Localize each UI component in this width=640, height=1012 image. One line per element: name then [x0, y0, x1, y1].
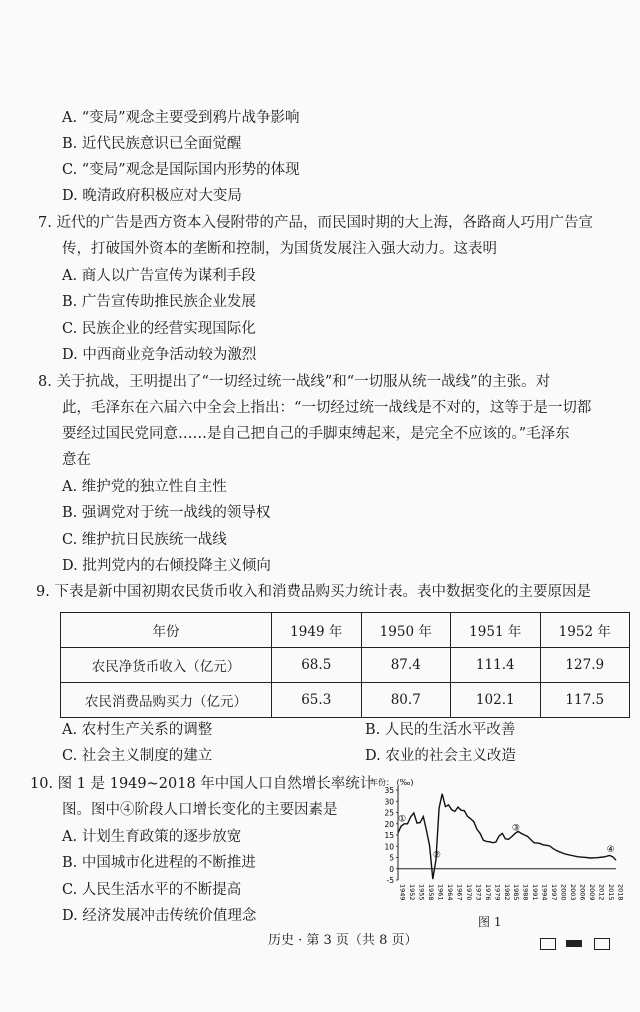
q8-option-a: A. 维护党的独立性自主性 — [62, 479, 227, 495]
x-tick-label: 1976 — [483, 884, 492, 901]
x-tick-label: 1952 — [407, 884, 416, 901]
x-tick-label: 1982 — [502, 884, 511, 901]
x-tick-label: 2015 — [607, 884, 616, 901]
y-tick-label: 15 — [384, 831, 394, 840]
table-header-cell: 1952 年 — [540, 613, 630, 648]
x-tick-label: 2003 — [569, 884, 578, 901]
q10-option-a: A. 计划生育政策的逐步放宽 — [62, 829, 242, 845]
q8-stem-line-1: 8. 关于抗战，王明提出了“一切经过统一战线”和“一切服从统一战线”的主张。对 — [38, 374, 551, 390]
page-footer: 历史 · 第 3 页（共 8 页） — [268, 933, 418, 948]
q7-stem-line-2: 传，打破国外资本的垄断和控制，为国货发展注入强大动力。这表明 — [62, 241, 497, 257]
q9-option-a: A. 农村生产关系的调整 — [62, 722, 213, 738]
x-tick-label: 1970 — [464, 884, 473, 901]
table-cell: 102.1 — [451, 683, 541, 718]
table-row — [61, 683, 630, 718]
q10-option-d: D. 经济发展冲击传统价值理念 — [62, 908, 257, 924]
q9-stem: 9. 下表是新中国初期农民货币收入和消费品购买力统计表。表中数据变化的主要原因是 — [36, 584, 591, 600]
x-tick-label: 1958 — [426, 884, 435, 901]
q7-option-b: B. 广告宣传助推民族企业发展 — [62, 294, 256, 310]
y-tick-label: 10 — [384, 842, 394, 852]
x-tick-label: 2006 — [578, 884, 587, 901]
x-tick-label: 1997 — [550, 884, 559, 901]
q7-option-d: D. 中西商业竞争活动较为激烈 — [62, 347, 257, 363]
x-tick-label: 2012 — [597, 884, 606, 901]
y-tick-label: 30 — [384, 797, 394, 807]
stage-marker: ② — [432, 850, 441, 861]
table-header-row — [61, 613, 630, 648]
growth-rate-line — [398, 794, 616, 879]
table-cell: 117.5 — [540, 683, 630, 718]
figure-caption: 图 1 — [478, 915, 502, 929]
q6-option-d: D. 晚清政府积极应对大变局 — [62, 188, 242, 204]
q9-option-b: B. 人民的生活水平改善 — [365, 722, 516, 738]
x-tick-label: 1949 — [398, 884, 407, 901]
q10-stem-line-1: 10. 图 1 是 1949~2018 年中国人口自然增长率统计 — [30, 776, 375, 792]
table-row — [61, 648, 630, 683]
table-header-cell: 年份 — [61, 613, 272, 648]
y-tick-label: 0 — [389, 864, 394, 874]
stage-marker: ④ — [606, 844, 615, 855]
answer-bar-icon — [566, 940, 582, 947]
q10-option-c: C. 人民生活水平的不断提高 — [62, 882, 242, 898]
table-row-label: 农民消费品购买力（亿元） — [61, 683, 272, 718]
y-tick-label: 5 — [389, 853, 394, 863]
answer-box-icon — [594, 938, 610, 950]
q8-option-c: C. 维护抗日民族统一战线 — [62, 532, 227, 548]
stage-marker: ① — [398, 814, 407, 825]
table-cell: 68.5 — [272, 648, 362, 683]
x-tick-label: 1994 — [540, 884, 549, 901]
q9-option-c: C. 社会主义制度的建立 — [62, 748, 213, 764]
x-tick-label: 2018 — [616, 884, 625, 901]
x-tick-label: 1979 — [493, 884, 502, 901]
q8-stem-line-2: 此，毛泽东在六届六中全会上指出：“一切经过统一战线是不对的，这等于是一切都 — [62, 400, 592, 416]
population-growth-chart — [366, 776, 626, 926]
q7-option-c: C. 民族企业的经营实现国际化 — [62, 321, 256, 337]
q6-option-b: B. 近代民族意识已全面觉醒 — [62, 136, 242, 152]
table-cell: 87.4 — [361, 648, 451, 683]
q7-option-a: A. 商人以广告宣传为谋利手段 — [62, 268, 256, 284]
x-tick-label: 1988 — [521, 884, 530, 901]
x-tick-label: 2000 — [559, 884, 568, 901]
q6-option-a: A. “变局”观念主要受到鸦片战争影响 — [62, 110, 300, 126]
y-tick-label: 35 — [384, 786, 394, 795]
table-cell: 127.9 — [540, 648, 630, 683]
table-row-label: 农民净货币收入（亿元） — [61, 648, 272, 683]
table-header-cell: 1949 年 — [272, 613, 362, 648]
table-cell: 65.3 — [272, 683, 362, 718]
q7-stem-line-1: 7. 近代的广告是西方资本入侵附带的产品，而民国时期的大上海，各路商人巧用广告宣 — [38, 215, 593, 231]
answer-box-icon — [540, 938, 556, 950]
q10-option-b: B. 中国城市化进程的不断推进 — [62, 855, 256, 871]
x-tick-label: 1991 — [531, 884, 540, 901]
x-tick-label: 1961 — [436, 884, 445, 901]
x-tick-label: 2009 — [588, 884, 597, 901]
q8-stem-line-4: 意在 — [62, 452, 91, 468]
table-header-cell: 1950 年 — [361, 613, 451, 648]
x-tick-label: 1964 — [445, 884, 454, 901]
q8-stem-line-3: 要经过国民党同意……是自己把自己的手脚束缚起来，是完全不应该的。”毛泽东 — [62, 426, 570, 442]
x-tick-label: 1955 — [417, 884, 426, 901]
q8-option-d: D. 批判党内的右倾投降主义倾向 — [62, 558, 271, 574]
x-tick-label: 1967 — [455, 884, 464, 901]
y-axis-label: 年份： (‰) — [370, 778, 414, 787]
q6-option-c: C. “变局”观念是国际国内形势的体现 — [62, 162, 300, 178]
q10-stem-line-2: 图。图中④阶段人口增长变化的主要因素是 — [62, 802, 338, 818]
x-tick-label: 1985 — [512, 884, 521, 901]
q8-option-b: B. 强调党对于统一战线的领导权 — [62, 505, 271, 521]
q9-option-d: D. 农业的社会主义改造 — [365, 748, 516, 764]
table-cell: 80.7 — [361, 683, 451, 718]
q9-table — [60, 612, 630, 718]
table-cell: 111.4 — [451, 648, 541, 683]
y-tick-label: 25 — [384, 808, 394, 818]
stage-marker: ③ — [511, 823, 520, 834]
y-tick-label: -5 — [386, 876, 394, 885]
x-tick-label: 1973 — [474, 884, 483, 901]
y-tick-label: 20 — [384, 819, 394, 829]
table-header-cell: 1951 年 — [451, 613, 541, 648]
